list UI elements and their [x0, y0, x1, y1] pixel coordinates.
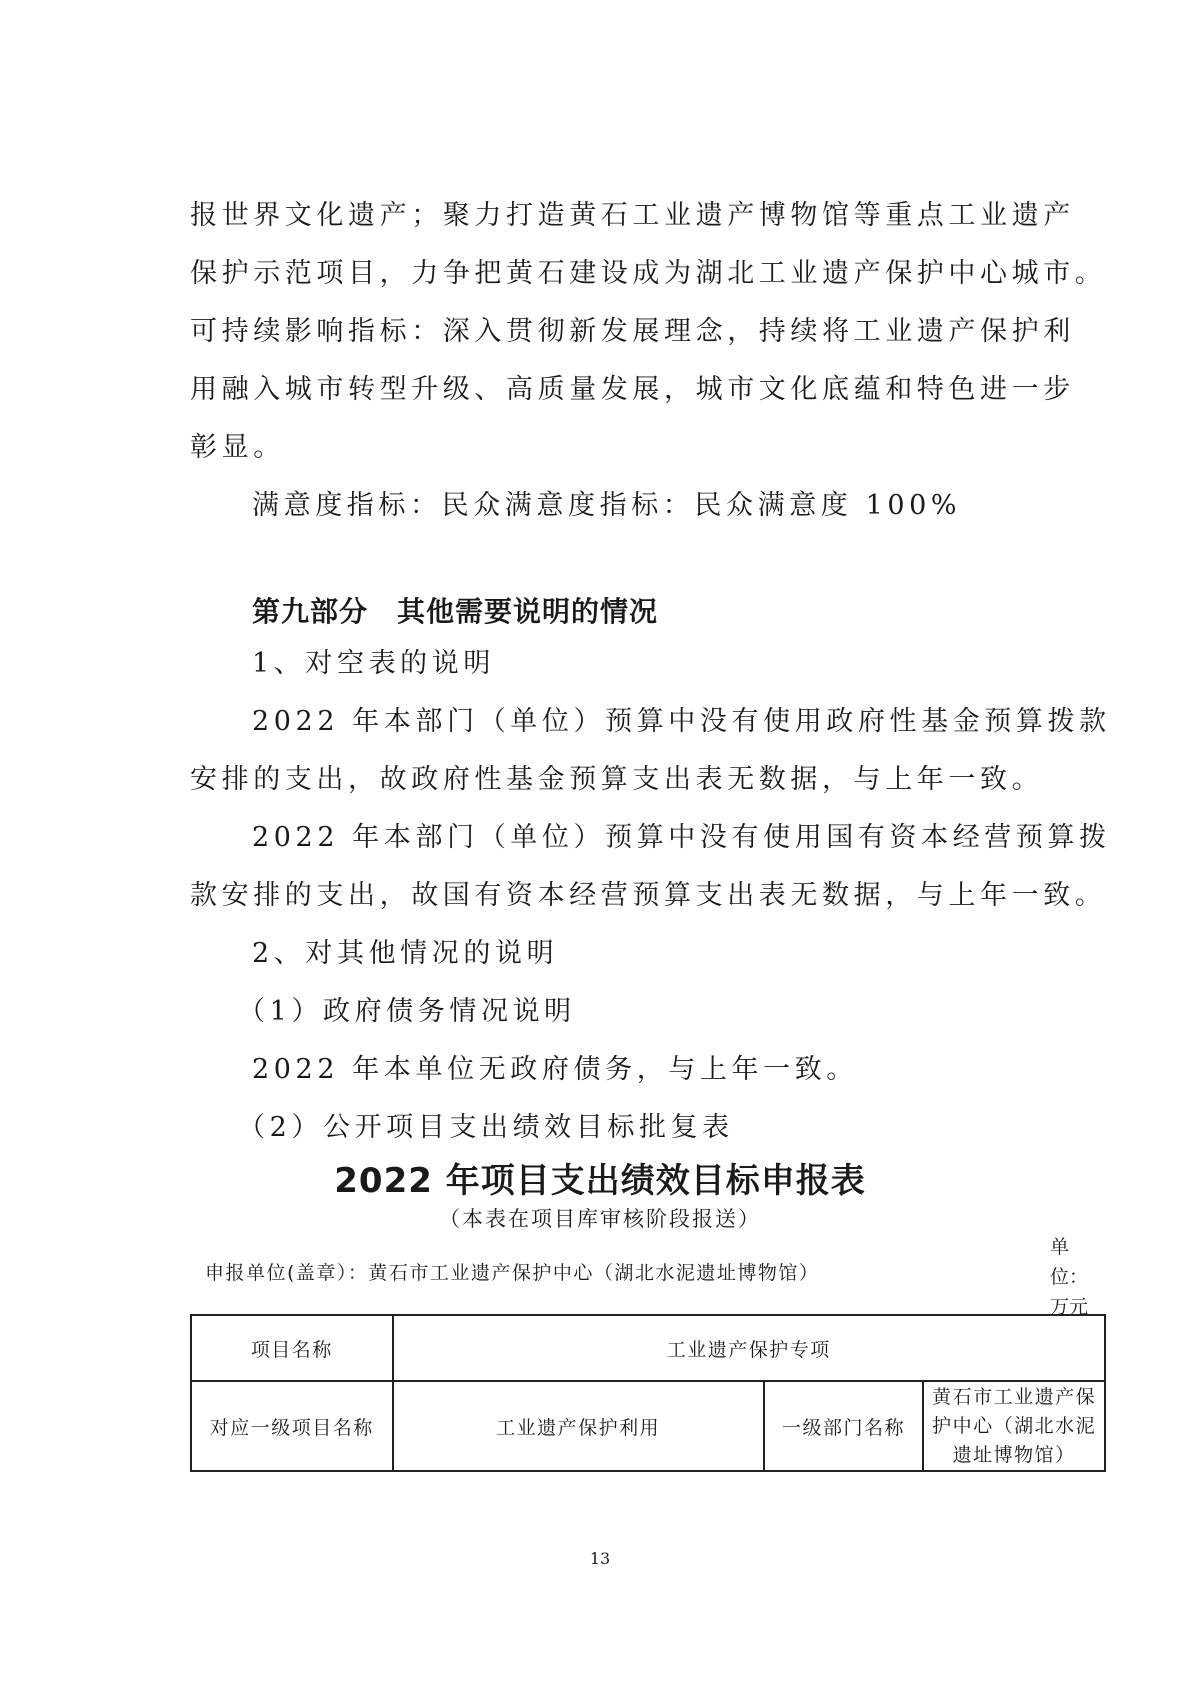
level1-project-value: 工业遗产保护利用 [393, 1381, 764, 1471]
sub1-text: 2022 年本单位无政府债务，与上年一致。 [252, 1054, 858, 1085]
body-line-1: 报世界文化遗产；聚力打造黄石工业遗产博物馆等重点工业遗产 [190, 200, 1075, 231]
project-table [190, 1314, 1106, 1472]
para2-line-2: 款安排的支出，故国有资本经营预算支出表无数据，与上年一致。 [190, 880, 1107, 911]
level1-project-label: 对应一级项目名称 [191, 1381, 393, 1471]
section-heading: 第九部分 其他需要说明的情况 [252, 595, 659, 628]
para1-line-2: 安排的支出，故政府性基金预算支出表无数据，与上年一致。 [190, 764, 1044, 795]
body-line-2: 保护示范项目，力争把黄石建设成为湖北工业遗产保护中心城市。 [190, 258, 1107, 289]
table-row [191, 1315, 1105, 1381]
project-name-value: 工业遗产保护专项 [393, 1315, 1105, 1381]
level1-dept-value: 黄石市工业遗产保护中心（湖北水泥遗址博物馆） [923, 1381, 1105, 1471]
table-note: （本表在项目库审核阶段报送） [439, 1207, 761, 1231]
declarer-line: 申报单位(盖章）：黄石市工业遗产保护中心（湖北水泥遗址博物馆） [205, 1262, 820, 1284]
page-number: 13 [589, 1549, 611, 1568]
sub1-title: （1）政府债务情况说明 [238, 996, 576, 1027]
sub2-title: （2）公开项目支出绩效目标批复表 [238, 1112, 734, 1143]
para1-line-1: 2022 年本部门（单位）预算中没有使用政府性基金预算拨款 [252, 706, 1111, 737]
body-line-5: 彰显。 [190, 432, 285, 463]
item2-title: 2、对其他情况的说明 [252, 938, 559, 969]
table-title: 2022 年项目支出绩效目标申报表 [334, 1161, 866, 1201]
body-line-3: 可持续影响指标：深入贯彻新发展理念，持续将工业遗产保护利 [190, 316, 1075, 347]
unit-label: 单位：万元 [1050, 1236, 1089, 1318]
satisfaction-line: 满意度指标：民众满意度指标：民众满意度 100% [252, 490, 962, 521]
body-line-4: 用融入城市转型升级、高质量发展，城市文化底蕴和特色进一步 [190, 374, 1075, 405]
project-name-label: 项目名称 [191, 1315, 393, 1381]
para2-line-1: 2022 年本部门（单位）预算中没有使用国有资本经营预算拨 [252, 822, 1111, 853]
level1-dept-label: 一级部门名称 [764, 1381, 924, 1471]
table-row [191, 1381, 1105, 1471]
item1-title: 1、对空表的说明 [252, 648, 495, 679]
